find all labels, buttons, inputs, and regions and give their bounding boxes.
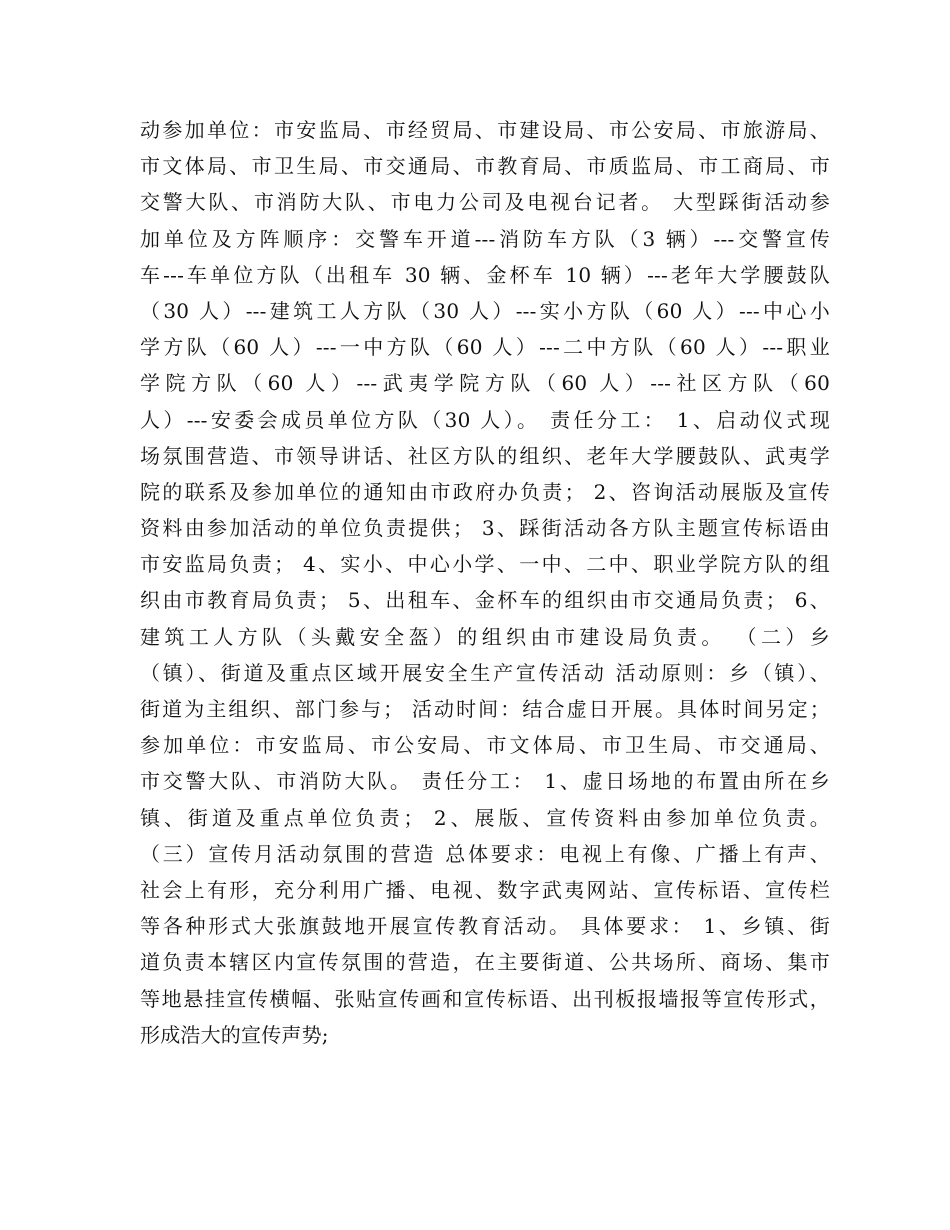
text-line: （30 人）---建筑工人方队（30 人）---实小方队（60 人）---中心小 xyxy=(140,298,830,323)
text-line: （镇）、街道及重点区域开展安全生产宣传活动 活动原则：乡（镇）、 xyxy=(140,660,830,685)
text-line: 街道为主组织、部门参与； 活动时间：结合虚日开展。具体时间另定； xyxy=(140,697,830,721)
text-line: 镇、街道及重点单位负责； 2、展版、宣传资料由参加单位负责。 xyxy=(140,805,830,830)
text-line: 形成浩大的宣传声势; xyxy=(140,1022,329,1047)
text-line: 市安监局负责； 4、实小、中心小学、一中、二中、职业学院方队的组 xyxy=(140,552,830,577)
text-line: 学院方队（60 人）---武夷学院方队（60 人）---社区方队（60 xyxy=(140,371,830,396)
text-line: 市交警大队、市消防大队。 责任分工： 1、虚日场地的布置由所在乡 xyxy=(140,769,830,794)
text-line: 参加单位：市安监局、市公安局、市文体局、市卫生局、市交通局、 xyxy=(140,733,830,758)
text-line: 等地悬挂宣传横幅、张贴宣传画和宣传标语、出刊板报墙报等宣传形式， xyxy=(140,986,830,1011)
text-line: 等各种形式大张旗鼓地开展宣传教育活动。 具体要求： 1、乡镇、街 xyxy=(140,914,830,939)
text-line: 织由市教育局负责； 5、出租车、金杯车的组织由市交通局负责； 6、 xyxy=(140,588,830,613)
text-line: （三）宣传月活动氛围的营造 总体要求：电视上有像、广播上有声、 xyxy=(140,841,830,866)
text-line: 加单位及方阵顺序：交警车开道---消防车方队（3 辆）---交警宣传 xyxy=(140,226,830,251)
text-line: 社会上有形，充分利用广播、电视、数字武夷网站、宣传标语、宣传栏 xyxy=(140,877,830,902)
text-line: 市文体局、市卫生局、市交通局、市教育局、市质监局、市工商局、市 xyxy=(140,154,830,179)
text-line: 建筑工人方队（头戴安全盔）的组织由市建设局负责。 （二）乡 xyxy=(140,624,830,649)
text-line: 学方队（60 人）---一中方队（60 人）---二中方队（60 人）---职业 xyxy=(140,335,830,360)
text-line: 道负责本辖区内宣传氛围的营造，在主要街道、公共场所、商场、集市 xyxy=(140,950,830,975)
text-line: 场氛围营造、市领导讲话、社区方队的组织、老年大学腰鼓队、武夷学 xyxy=(140,443,830,468)
text-line: 人）---安委会成员单位方队（30 人）。 责任分工： 1、启动仪式现 xyxy=(140,407,830,432)
text-line: 院的联系及参加单位的通知由市政府办负责； 2、咨询活动展版及宣传 xyxy=(140,479,830,504)
body-text xyxy=(140,112,830,1053)
text-line: 车---车单位方队（出租车 30 辆、金杯车 10 辆）---老年大学腰鼓队 xyxy=(140,262,830,287)
text-line: 资料由参加活动的单位负责提供； 3、踩街活动各方队主题宣传标语由 xyxy=(140,516,830,541)
text-line: 交警大队、市消防大队、市电力公司及电视台记者。 大型踩街活动参 xyxy=(140,190,830,215)
text-line: 动参加单位：市安监局、市经贸局、市建设局、市公安局、市旅游局、 xyxy=(140,118,830,142)
